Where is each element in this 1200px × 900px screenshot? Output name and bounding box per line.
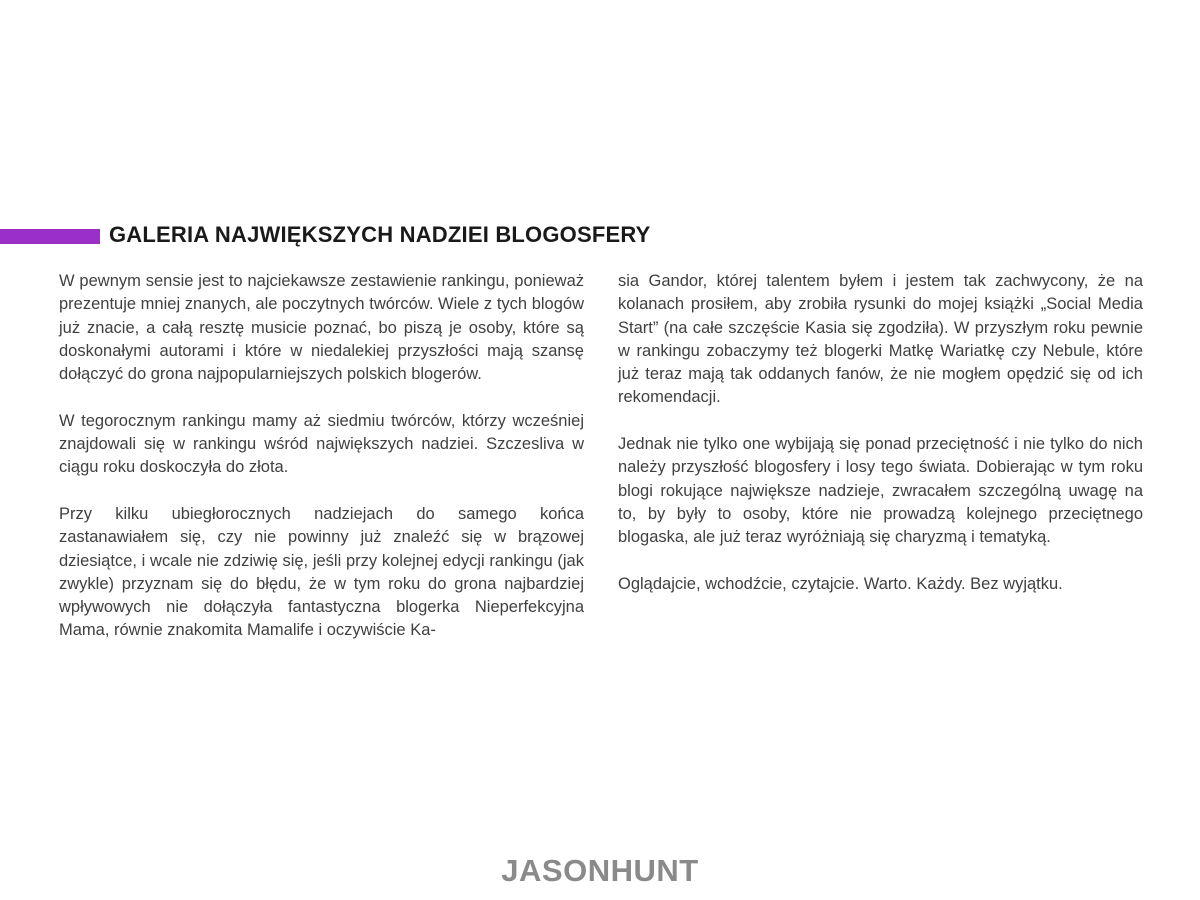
left-text-column [59, 270, 584, 666]
section-title: GALERIA NAJWIĘKSZYCH NADZIEI BLOGOSFERY [109, 222, 651, 247]
paragraph: Jednak nie tylko one wybijają się ponad przeciętność i nie tylko do nich należy przyszłość blogosfery i losy tego świata. Dobierając w tym roku blogi rokujące największe nadzieje, zwracałem szczególną uwagę na to, by były to osoby, które nie prowadzą kolejnego przeciętnego blogaska, ale już teraz wyróżniają się charyzmą i tematyką. [618, 435, 1143, 547]
paragraph: W pewnym sensie jest to najciekawsze zestawienie rankingu, ponieważ prezentuje mniej znanych, ale poczytnych twórców. Wiele z tych blogów już znacie, a całą resztę musicie poznać, bo piszą je osoby, które są doskonałymi autorami i które w niedalekiej przyszłości mają szansę dołączyć do grona najpopularniejszych polskich blogerów. [59, 272, 584, 384]
paragraph: Oglądajcie, wchodźcie, czytajcie. Warto. Każdy. Bez wyjątku. [618, 574, 1063, 593]
logo-text: JASONHUNT [501, 853, 699, 888]
paragraph: Przy kilku ubiegłorocznych nadziejach do samego końca zastanawiałem się, czy nie powinny już znaleźć się w brązowej dziesiątce, i wcale nie zdziwię się, jeśli przy kolejnej edycji rankingu (jak zwykle) przyznam się do błędu, że w tym roku do grona najbardziej wpływowych nie dołączyła fantastyczna blogerka Nieperfekcyjna Mama, równie znakomita Mamalife i oczywiście Ka- [59, 504, 584, 640]
right-text-column [618, 270, 1143, 619]
footer-logo [0, 853, 1200, 889]
paragraph: sia Gandor, której talentem byłem i jestem tak zachwycony, że na kolanach prosiłem, aby zrobiła rysunki do mojej książki „Social Media Start” (na całe szczęście Kasia się zgodziła). W przyszłym roku pewnie w rankingu zobaczymy też blogerki Matkę Wariatkę czy Nebule, które już teraz mają tak oddanych fanów, że nie mogłem opędzić się od ich rekomendacji. [618, 272, 1143, 407]
paragraph: W tegorocznym rankingu mamy aż siedmiu twórców, którzy wcześniej znajdowali się w rankingu wśród największych nadziei. Szczesliva w ciągu roku doskoczyła do złota. [59, 411, 584, 477]
section-accent-bar [0, 229, 100, 244]
